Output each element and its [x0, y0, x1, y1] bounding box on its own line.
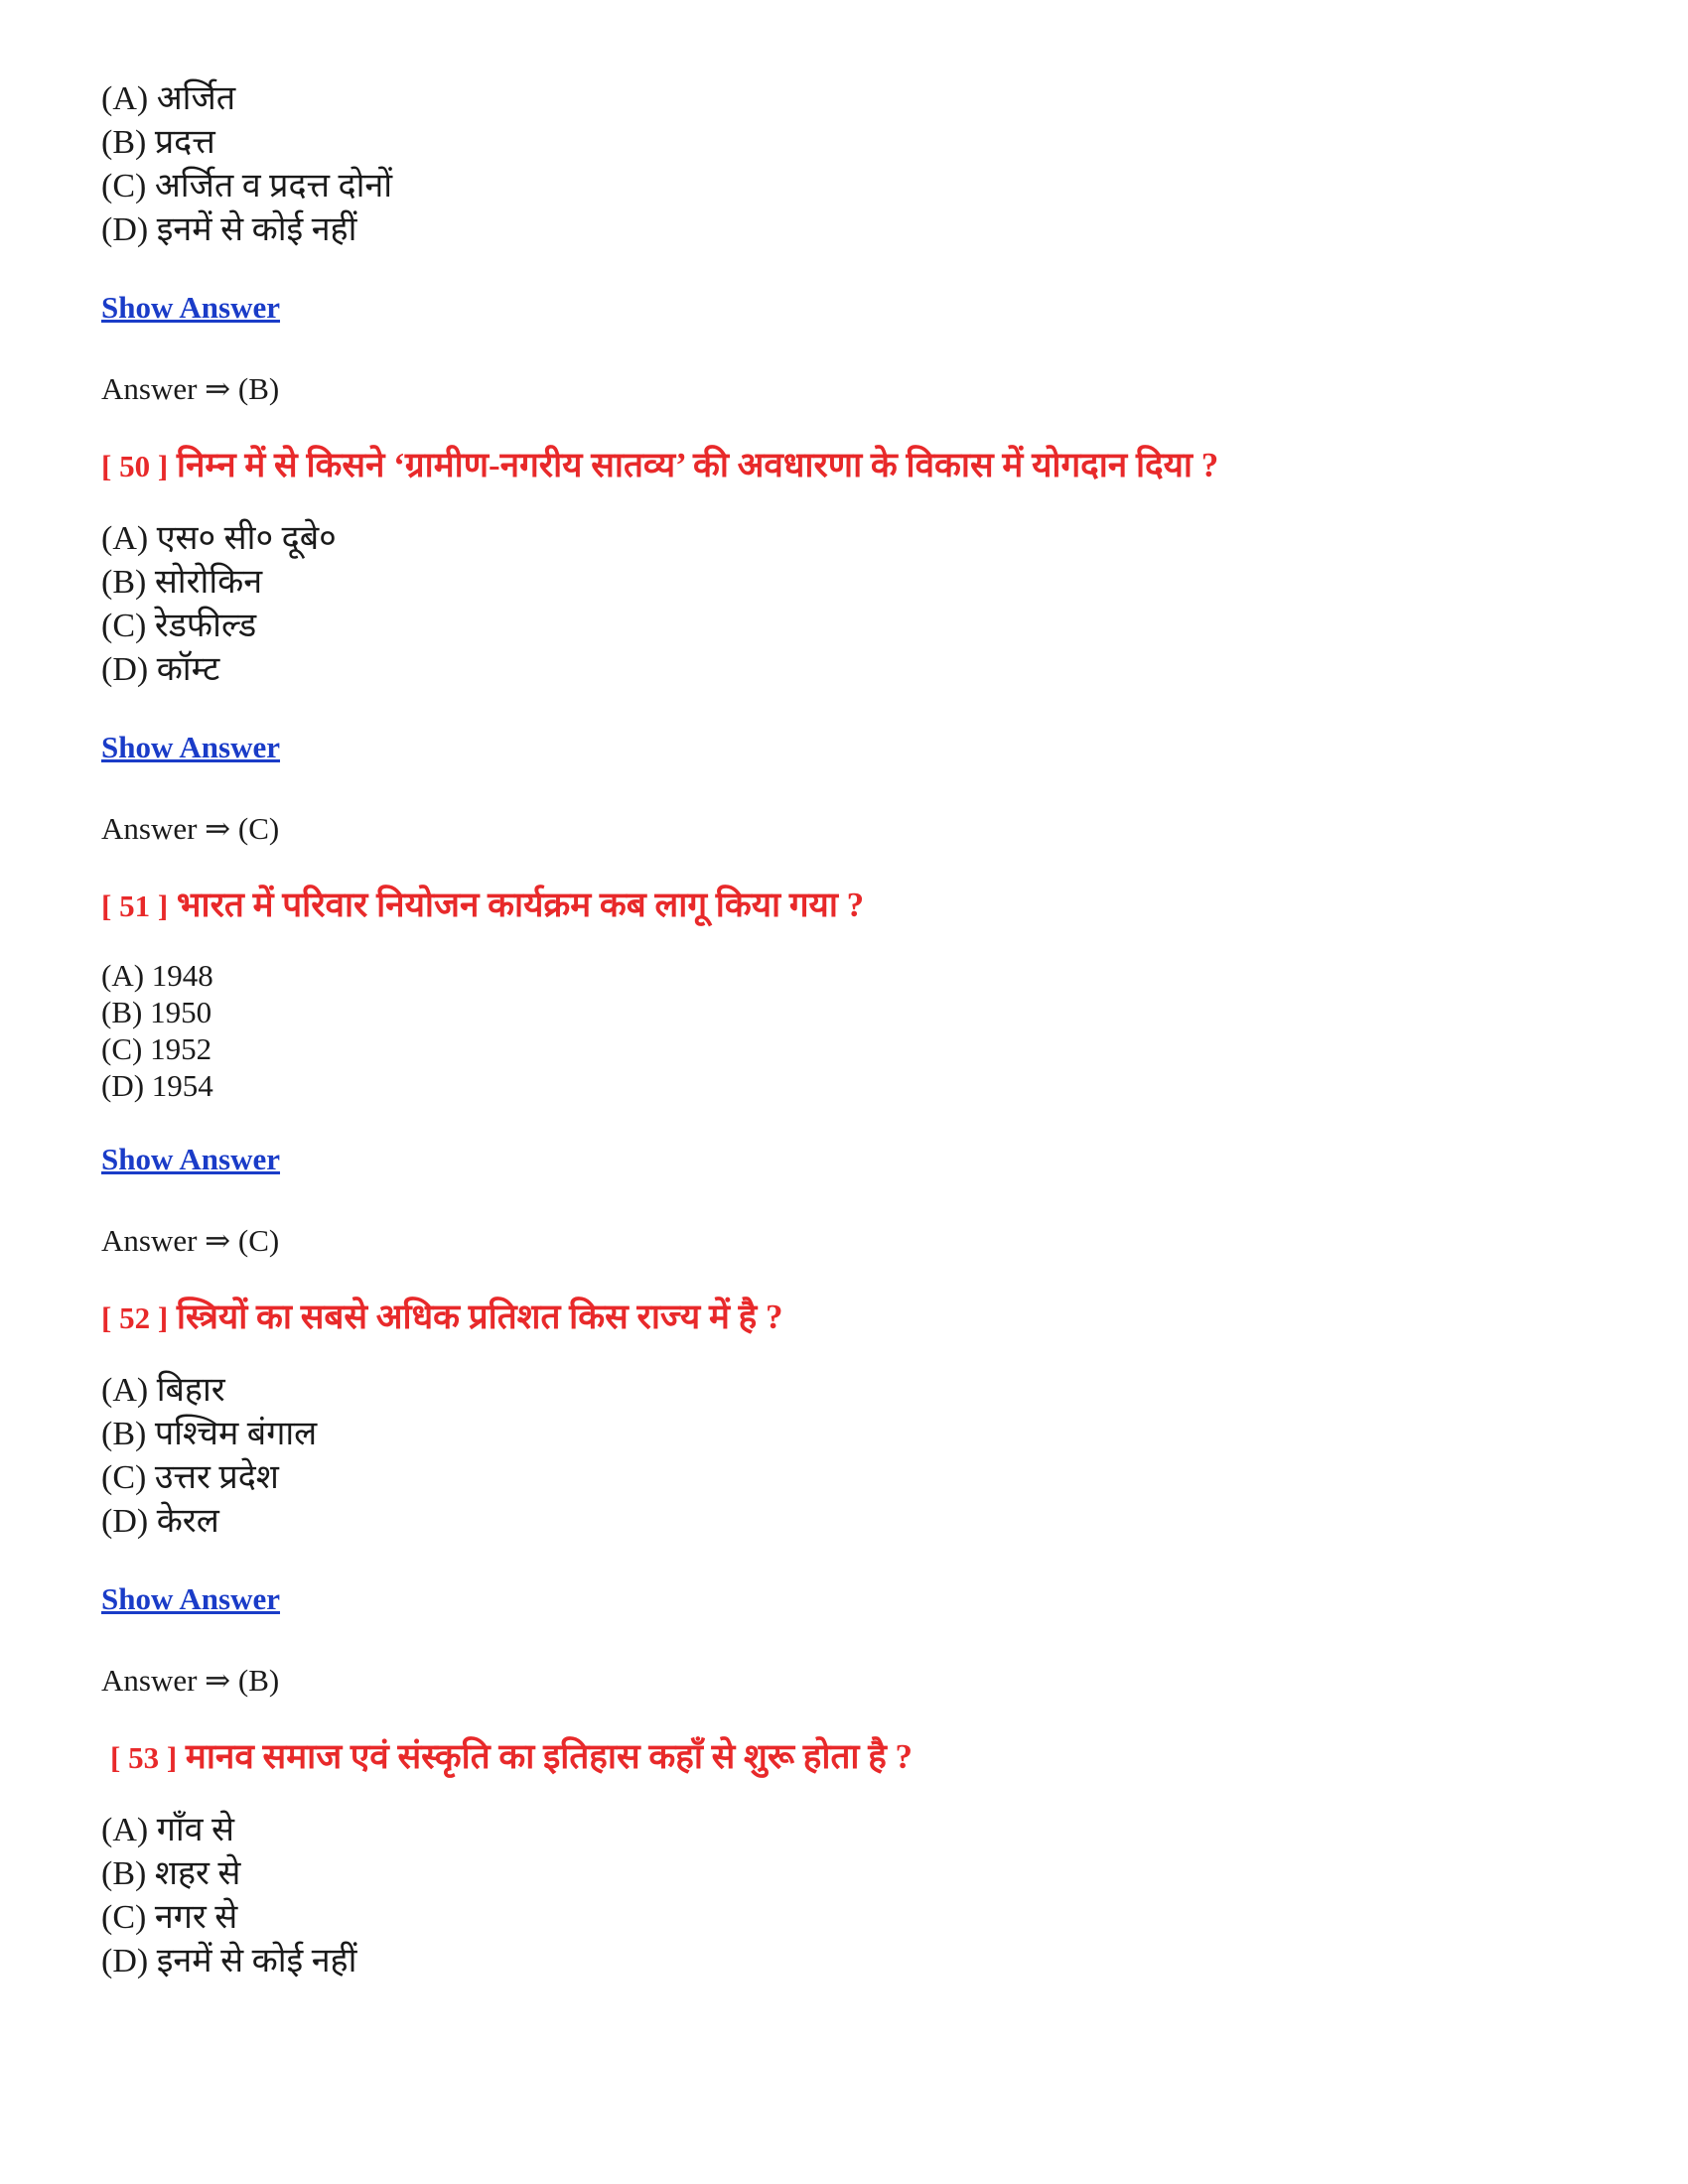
- option-d: (D) इनमें से कोई नहीं: [101, 1943, 357, 1979]
- show-answer-link[interactable]: Show Answer: [101, 1142, 281, 1176]
- option-c: (C) 1952: [101, 1031, 212, 1066]
- option-a: (A) गाँव से: [101, 1812, 235, 1848]
- answer-text: Answer ⇒ (C): [101, 811, 280, 846]
- option-d: (D) इनमें से कोई नहीं: [101, 211, 357, 248]
- question-heading: [101, 443, 1591, 489]
- question-number: [ 53 ]: [110, 1740, 178, 1775]
- options-list: [101, 77, 1591, 252]
- option-b: (B) शहर से: [101, 1855, 241, 1892]
- options-list: [101, 517, 1591, 692]
- show-answer-link[interactable]: Show Answer: [101, 290, 281, 325]
- option-c: (C) अर्जित व प्रदत्त दोनों: [101, 168, 393, 205]
- question-number: [ 50 ]: [101, 449, 169, 483]
- option-d: (D) केरल: [101, 1503, 219, 1540]
- question-heading: [101, 1734, 1591, 1781]
- option-b: (B) प्रदत्त: [101, 124, 215, 161]
- option-d: (D) 1954: [101, 1068, 213, 1103]
- show-answer-link[interactable]: Show Answer: [101, 730, 281, 764]
- option-d: (D) कॉम्ट: [101, 651, 220, 688]
- question-text: स्त्रियों का सबसे अधिक प्रतिशत किस राज्य में है ?: [176, 1297, 783, 1336]
- option-a: (A) अर्जित: [101, 80, 236, 117]
- question-text: मानव समाज एवं संस्कृति का इतिहास कहाँ से शुरू होता है ?: [185, 1737, 914, 1776]
- option-c: (C) नगर से: [101, 1899, 238, 1936]
- options-list: [101, 957, 1591, 1104]
- option-b: (B) 1950: [101, 995, 212, 1029]
- option-a: (A) एस० सी० दूबे०: [101, 520, 337, 557]
- answer-text: Answer ⇒ (B): [101, 1663, 280, 1698]
- option-a: (A) 1948: [101, 958, 213, 993]
- question-text: भारत में परिवार नियोजन कार्यक्रम कब लागू किया गया ?: [176, 886, 865, 924]
- question-heading: [101, 883, 1591, 929]
- option-a: (A) बिहार: [101, 1372, 225, 1409]
- show-answer-link[interactable]: Show Answer: [101, 1581, 281, 1616]
- options-list: [101, 1369, 1591, 1544]
- question-heading: [101, 1295, 1591, 1341]
- answer-text: Answer ⇒ (C): [101, 1223, 280, 1258]
- question-text: निम्न में से किसने ‘ग्रामीण-नगरीय सातव्य’ की अवधारणा के विकास में योगदान दिया ?: [176, 446, 1219, 484]
- options-list: [101, 1809, 1591, 1983]
- option-c: (C) उत्तर प्रदेश: [101, 1459, 279, 1496]
- option-c: (C) रेडफील्ड: [101, 608, 257, 644]
- quiz-page: [101, 77, 1591, 1983]
- question-number: [ 51 ]: [101, 888, 169, 923]
- answer-text: Answer ⇒ (B): [101, 371, 280, 406]
- question-number: [ 52 ]: [101, 1300, 169, 1335]
- option-b: (B) सोरोकिन: [101, 564, 263, 601]
- option-b: (B) पश्चिम बंगाल: [101, 1416, 318, 1452]
